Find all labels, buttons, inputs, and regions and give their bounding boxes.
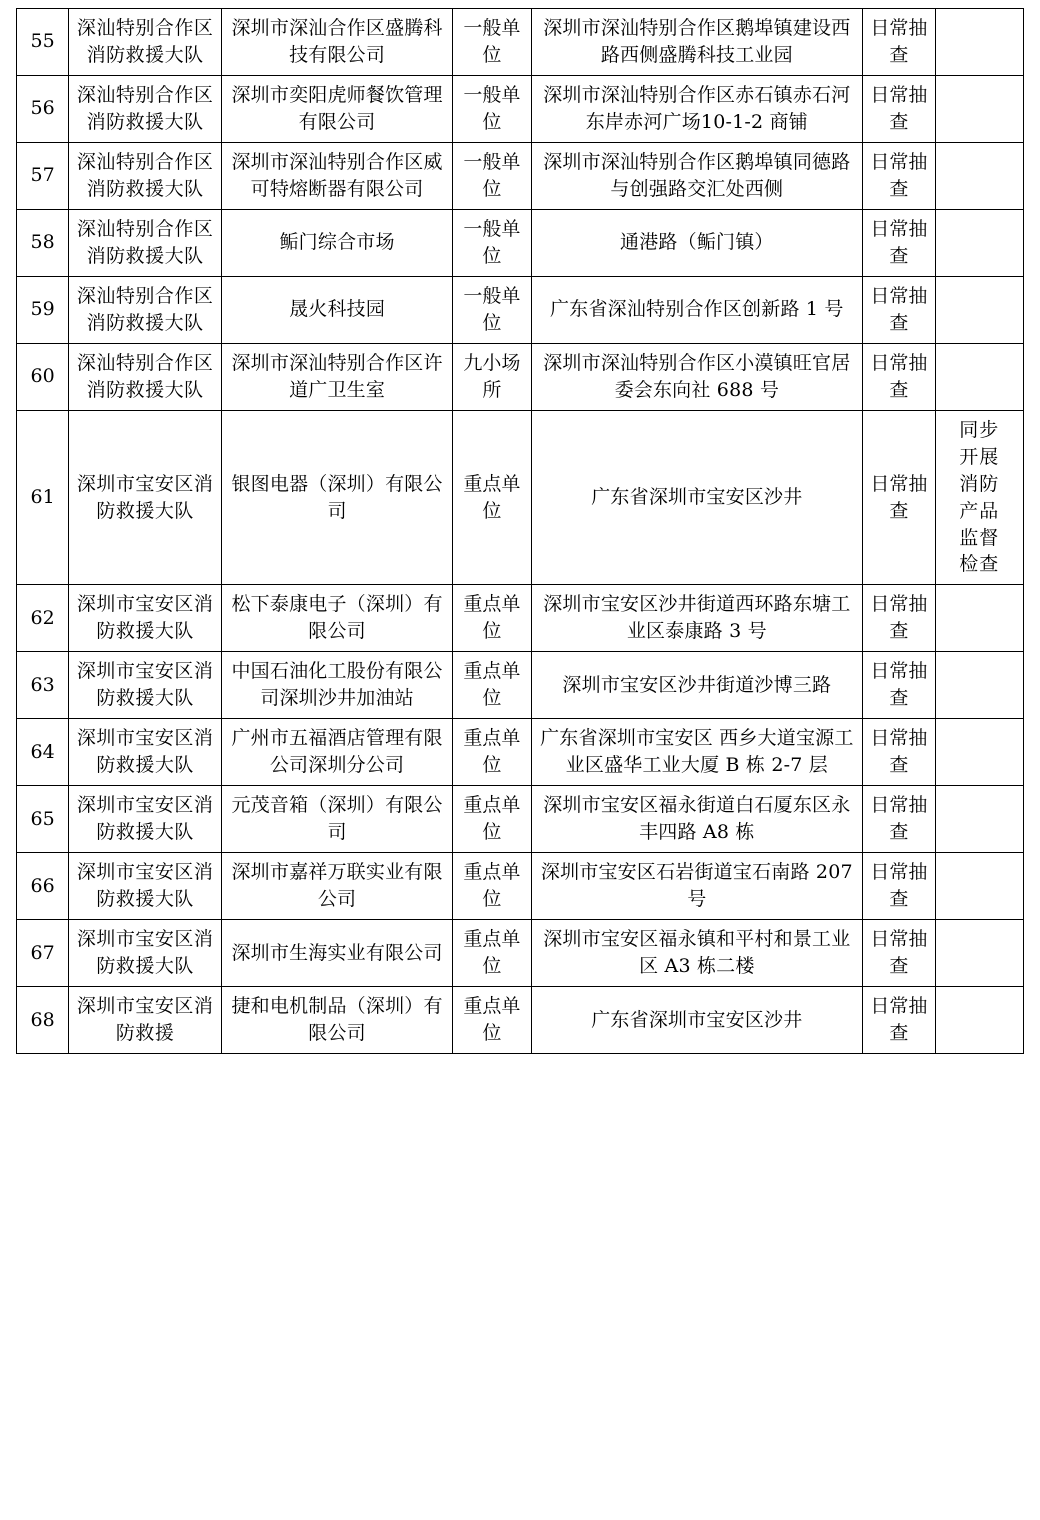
row-index-cell: 56 xyxy=(17,75,69,142)
inspecting-unit-cell: 深圳市宝安区消防救援大队 xyxy=(69,853,222,920)
remark-cell xyxy=(935,209,1024,276)
inspecting-unit-cell: 深圳市宝安区消防救援大队 xyxy=(69,719,222,786)
inspection-method-cell: 日常抽查 xyxy=(863,209,935,276)
table-row xyxy=(17,9,1024,76)
inspecting-unit-cell: 深圳市宝安区消防救援大队 xyxy=(69,652,222,719)
table-row xyxy=(17,987,1024,1054)
entity-type-cell: 一般单位 xyxy=(453,142,531,209)
entity-type-cell: 一般单位 xyxy=(453,75,531,142)
inspection-method-cell: 日常抽查 xyxy=(863,343,935,410)
row-index-cell: 66 xyxy=(17,853,69,920)
inspecting-unit-cell: 深圳市宝安区消防救援 xyxy=(69,987,222,1054)
remark-cell xyxy=(935,786,1024,853)
address-cell: 通港路（鲘门镇） xyxy=(531,209,863,276)
inspection-table xyxy=(16,8,1024,1054)
table-row xyxy=(17,410,1024,585)
address-cell: 深圳市深汕特别合作区鹅埠镇建设西路西侧盛腾科技工业园 xyxy=(531,9,863,76)
inspected-entity-cell: 中国石油化工股份有限公司深圳沙井加油站 xyxy=(222,652,453,719)
row-index-cell: 62 xyxy=(17,585,69,652)
inspecting-unit-cell: 深圳市宝安区消防救援大队 xyxy=(69,410,222,585)
inspected-entity-cell: 深圳市深汕特别合作区威可特熔断器有限公司 xyxy=(222,142,453,209)
inspecting-unit-cell: 深汕特别合作区消防救援大队 xyxy=(69,276,222,343)
inspected-entity-cell: 深圳市深汕特别合作区许道广卫生室 xyxy=(222,343,453,410)
inspecting-unit-cell: 深圳市宝安区消防救援大队 xyxy=(69,920,222,987)
remark-cell xyxy=(935,987,1024,1054)
inspection-method-cell: 日常抽查 xyxy=(863,652,935,719)
table-row xyxy=(17,75,1024,142)
remark-cell xyxy=(935,920,1024,987)
inspected-entity-cell: 广州市五福酒店管理有限公司深圳分公司 xyxy=(222,719,453,786)
remark-cell xyxy=(935,75,1024,142)
inspection-method-cell: 日常抽查 xyxy=(863,853,935,920)
remark-cell xyxy=(935,276,1024,343)
entity-type-cell: 重点单位 xyxy=(453,920,531,987)
inspected-entity-cell: 深圳市奕阳虎师餐饮管理有限公司 xyxy=(222,75,453,142)
entity-type-cell: 重点单位 xyxy=(453,987,531,1054)
inspected-entity-cell: 深圳市深汕合作区盛腾科技有限公司 xyxy=(222,9,453,76)
inspected-entity-cell: 松下泰康电子（深圳）有限公司 xyxy=(222,585,453,652)
entity-type-cell: 重点单位 xyxy=(453,585,531,652)
inspecting-unit-cell: 深汕特别合作区消防救援大队 xyxy=(69,209,222,276)
entity-type-cell: 一般单位 xyxy=(453,276,531,343)
row-index-cell: 65 xyxy=(17,786,69,853)
remark-cell xyxy=(935,652,1024,719)
row-index-cell: 60 xyxy=(17,343,69,410)
inspecting-unit-cell: 深汕特别合作区消防救援大队 xyxy=(69,9,222,76)
inspected-entity-cell: 鲘门综合市场 xyxy=(222,209,453,276)
table-row xyxy=(17,853,1024,920)
entity-type-cell: 重点单位 xyxy=(453,652,531,719)
remark-cell xyxy=(935,410,1024,585)
table-row xyxy=(17,920,1024,987)
table-row xyxy=(17,343,1024,410)
table-row xyxy=(17,209,1024,276)
row-index-cell: 68 xyxy=(17,987,69,1054)
inspection-method-cell: 日常抽查 xyxy=(863,719,935,786)
entity-type-cell: 重点单位 xyxy=(453,719,531,786)
address-cell: 深圳市宝安区福永街道白石厦东区永丰四路 A8 栋 xyxy=(531,786,863,853)
address-cell: 深圳市深汕特别合作区赤石镇赤石河东岸赤河广场10-1-2 商铺 xyxy=(531,75,863,142)
address-cell: 广东省深圳市宝安区沙井 xyxy=(531,987,863,1054)
remark-cell xyxy=(935,853,1024,920)
inspected-entity-cell: 捷和电机制品（深圳）有限公司 xyxy=(222,987,453,1054)
table-row xyxy=(17,786,1024,853)
inspection-method-cell: 日常抽查 xyxy=(863,585,935,652)
row-index-cell: 57 xyxy=(17,142,69,209)
entity-type-cell: 重点单位 xyxy=(453,853,531,920)
inspection-method-cell: 日常抽查 xyxy=(863,786,935,853)
address-cell: 深圳市宝安区石岩街道宝石南路 207 号 xyxy=(531,853,863,920)
row-index-cell: 64 xyxy=(17,719,69,786)
row-index-cell: 61 xyxy=(17,410,69,585)
remark-cell xyxy=(935,343,1024,410)
inspected-entity-cell: 深圳市生海实业有限公司 xyxy=(222,920,453,987)
entity-type-cell: 重点单位 xyxy=(453,786,531,853)
row-index-cell: 67 xyxy=(17,920,69,987)
row-index-cell: 59 xyxy=(17,276,69,343)
inspection-method-cell: 日常抽查 xyxy=(863,276,935,343)
inspecting-unit-cell: 深汕特别合作区消防救援大队 xyxy=(69,75,222,142)
remark-cell xyxy=(935,719,1024,786)
address-cell: 深圳市宝安区福永镇和平村和景工业区 A3 栋二楼 xyxy=(531,920,863,987)
row-index-cell: 55 xyxy=(17,9,69,76)
entity-type-cell: 重点单位 xyxy=(453,410,531,585)
remark-cell xyxy=(935,585,1024,652)
remark-cell xyxy=(935,9,1024,76)
inspected-entity-cell: 银图电器（深圳）有限公司 xyxy=(222,410,453,585)
address-cell: 广东省深圳市宝安区沙井 xyxy=(531,410,863,585)
inspecting-unit-cell: 深汕特别合作区消防救援大队 xyxy=(69,343,222,410)
entity-type-cell: 一般单位 xyxy=(453,209,531,276)
address-cell: 深圳市宝安区沙井街道沙博三路 xyxy=(531,652,863,719)
inspected-entity-cell: 深圳市嘉祥万联实业有限公司 xyxy=(222,853,453,920)
inspection-method-cell: 日常抽查 xyxy=(863,75,935,142)
inspecting-unit-cell: 深圳市宝安区消防救援大队 xyxy=(69,585,222,652)
inspection-method-cell: 日常抽查 xyxy=(863,987,935,1054)
inspecting-unit-cell: 深汕特别合作区消防救援大队 xyxy=(69,142,222,209)
table-row xyxy=(17,276,1024,343)
address-cell: 深圳市深汕特别合作区小漠镇旺官居委会东向社 688 号 xyxy=(531,343,863,410)
row-index-cell: 63 xyxy=(17,652,69,719)
table-row xyxy=(17,585,1024,652)
inspection-method-cell: 日常抽查 xyxy=(863,410,935,585)
inspection-method-cell: 日常抽查 xyxy=(863,9,935,76)
entity-type-cell: 九小场所 xyxy=(453,343,531,410)
inspecting-unit-cell: 深圳市宝安区消防救援大队 xyxy=(69,786,222,853)
address-cell: 深圳市深汕特别合作区鹅埠镇同德路与创强路交汇处西侧 xyxy=(531,142,863,209)
entity-type-cell: 一般单位 xyxy=(453,9,531,76)
inspected-entity-cell: 晟火科技园 xyxy=(222,276,453,343)
address-cell: 广东省深汕特别合作区创新路 1 号 xyxy=(531,276,863,343)
address-cell: 广东省深圳市宝安区 西乡大道宝源工业区盛华工业大厦 B 栋 2-7 层 xyxy=(531,719,863,786)
remark-cell xyxy=(935,142,1024,209)
table-row xyxy=(17,652,1024,719)
inspection-method-cell: 日常抽查 xyxy=(863,142,935,209)
address-cell: 深圳市宝安区沙井街道西环路东塘工业区泰康路 3 号 xyxy=(531,585,863,652)
table-row xyxy=(17,142,1024,209)
inspection-method-cell: 日常抽查 xyxy=(863,920,935,987)
inspected-entity-cell: 元茂音箱（深圳）有限公司 xyxy=(222,786,453,853)
row-index-cell: 58 xyxy=(17,209,69,276)
remark-text: 同步开展消防产品监督检查 xyxy=(959,418,1000,576)
table-row xyxy=(17,719,1024,786)
table-body xyxy=(17,9,1024,1054)
